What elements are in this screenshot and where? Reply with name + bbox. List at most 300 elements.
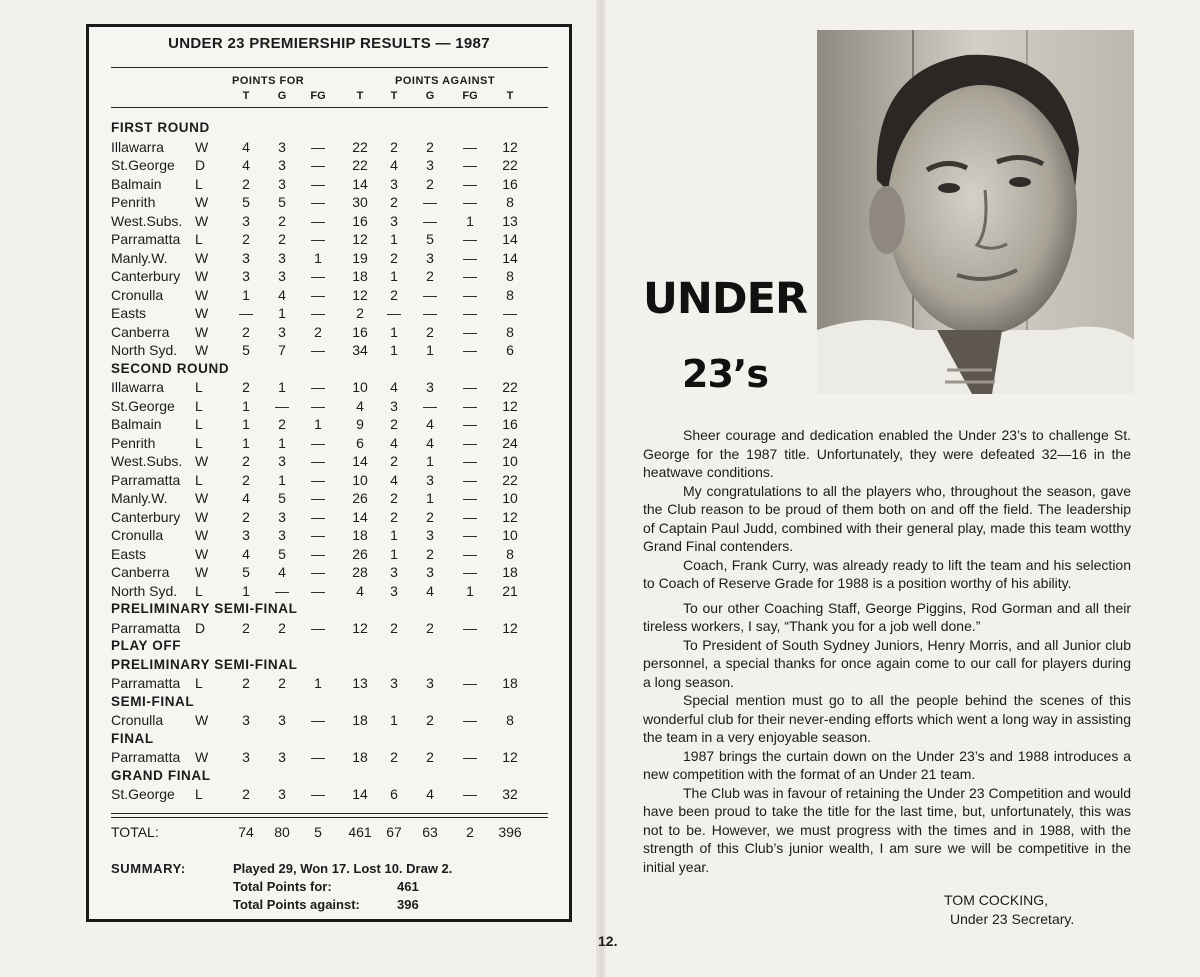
match-result: L [195, 175, 203, 192]
cell-tries-for: 5 [242, 194, 250, 210]
cell-goals-for: 1 [278, 471, 286, 488]
cell-fieldgoals-for: — [311, 434, 325, 451]
match-result: W [195, 545, 209, 562]
cell-goals-against: 1 [426, 490, 434, 506]
cell-fieldgoals-for: — [311, 175, 325, 192]
team-name: Manly.W. [111, 490, 168, 506]
cell-tries-against: 1 [390, 231, 398, 247]
cell-goals-for: 3 [278, 453, 286, 469]
cell-tries-against: 2 [390, 194, 398, 210]
team-name: St.George [111, 157, 175, 173]
cell-tries-against: 1 [390, 342, 398, 358]
portrait-illustration [817, 30, 1134, 394]
cell-fieldgoals-for: — [311, 619, 325, 636]
cell-points-against: 21 [502, 582, 518, 599]
team-name: Canterbury [111, 508, 181, 525]
points-for-label: POINTS FOR [232, 75, 305, 87]
match-result: W [195, 508, 209, 525]
cell-tries-against: 2 [390, 508, 398, 525]
cell-goals-for: 1 [278, 379, 286, 395]
cell-fieldgoals-for: — [311, 508, 325, 525]
team-name: Parramatta [111, 749, 181, 765]
cell-points-against: 18 [502, 675, 518, 691]
cell-tries-against: 3 [390, 212, 398, 229]
cell-fieldgoals-for: — [311, 138, 325, 155]
cell-points-against: 32 [502, 786, 518, 802]
team-name: North Syd. [111, 582, 178, 599]
team-name: Easts [111, 305, 147, 321]
header-rule [111, 107, 548, 108]
cell-fieldgoals-for: — [311, 305, 325, 321]
match-result: L [195, 675, 203, 691]
match-result: L [195, 786, 203, 802]
cell-fieldgoals-against: — [463, 175, 477, 192]
cell-fieldgoals-against: — [463, 138, 477, 155]
total-points-for: 461 [348, 824, 372, 840]
team-name: Canberra [111, 564, 170, 580]
cell-tries-for: 1 [242, 286, 250, 303]
table-row [89, 249, 569, 268]
table-title: UNDER 23 PREMIERSHIP RESULTS — 1987 [168, 35, 490, 52]
table-row [89, 545, 569, 564]
round-heading-row [89, 119, 569, 138]
cell-goals-against: 3 [426, 471, 434, 488]
cell-points-against: 8 [506, 286, 514, 303]
total-rule [111, 813, 548, 818]
summary-points-for-value: 461 [397, 879, 419, 894]
cell-goals-against: 2 [426, 175, 434, 192]
cell-fieldgoals-against: 1 [466, 212, 474, 229]
cell-goals-against: 4 [426, 416, 434, 432]
match-result: W [195, 268, 209, 284]
cell-tries-for: — [239, 305, 253, 321]
cell-goals-against: — [423, 286, 437, 303]
cell-goals-for: 3 [278, 138, 286, 155]
cell-points-for: 13 [352, 675, 368, 691]
col-fieldgoals-for: FG [310, 90, 326, 102]
cell-goals-for: 1 [278, 305, 286, 321]
match-result: L [195, 397, 203, 414]
col-total-for: T [356, 90, 364, 102]
round-heading: PLAY OFF [111, 638, 182, 653]
cell-goals-for: 2 [278, 675, 286, 691]
round-heading-row [89, 656, 569, 675]
cell-fieldgoals-against: — [463, 397, 477, 414]
round-heading: PRELIMINARY SEMI-FINAL [111, 601, 298, 616]
total-goals-for: 80 [274, 824, 290, 840]
cell-tries-against: 4 [390, 379, 398, 395]
cell-tries-against: 3 [390, 582, 398, 599]
cell-tries-for: 4 [242, 545, 250, 562]
round-heading-row [89, 600, 569, 619]
page-number: 12. [598, 933, 618, 949]
cell-goals-against: 2 [426, 268, 434, 284]
cell-goals-against: 4 [426, 434, 434, 451]
cell-points-against: 18 [502, 564, 518, 580]
match-result: W [195, 249, 209, 266]
total-tries-for: 74 [238, 824, 254, 840]
cell-points-for: 14 [352, 453, 368, 469]
cell-tries-for: 3 [242, 212, 250, 229]
cell-points-for: 12 [352, 619, 368, 636]
cell-fieldgoals-for: 1 [314, 675, 322, 691]
cell-goals-for: 2 [278, 231, 286, 247]
match-result: D [195, 619, 206, 636]
cell-fieldgoals-against: 1 [466, 582, 474, 599]
round-heading-row [89, 637, 569, 656]
table-row [89, 286, 569, 305]
match-result: L [195, 416, 203, 432]
cell-goals-for: 3 [278, 175, 286, 192]
cell-tries-against: 4 [390, 434, 398, 451]
cell-goals-for: 3 [278, 712, 286, 728]
team-name: Parramatta [111, 231, 181, 247]
round-heading-row [89, 730, 569, 749]
table-row [89, 674, 569, 693]
page-spine [596, 0, 606, 977]
cell-tries-for: 1 [242, 434, 250, 451]
cell-points-against: 6 [506, 342, 514, 358]
cell-points-against: 8 [506, 268, 514, 284]
table-row [89, 434, 569, 453]
match-result: W [195, 305, 209, 321]
cell-tries-against: 4 [390, 471, 398, 488]
cell-points-for: 4 [356, 582, 364, 599]
round-heading: SEMI-FINAL [111, 693, 195, 709]
cell-points-for: 22 [352, 138, 368, 155]
team-name: Cronulla [111, 286, 164, 303]
cell-goals-for: 4 [278, 564, 286, 580]
cell-goals-against: 2 [426, 508, 434, 525]
table-row [89, 193, 569, 212]
summary-points-for-label: Total Points for: [233, 879, 332, 894]
table-row [89, 526, 569, 545]
cell-goals-for: 3 [278, 157, 286, 173]
cell-goals-against: 3 [426, 527, 434, 543]
cell-points-for: 34 [352, 342, 368, 358]
table-row [89, 138, 569, 157]
cell-goals-against: 3 [426, 379, 434, 395]
cell-goals-for: 3 [278, 508, 286, 525]
cell-fieldgoals-for: — [311, 453, 325, 469]
cell-tries-against: 1 [390, 545, 398, 562]
cell-fieldgoals-against: — [463, 712, 477, 728]
total-tries-against: 67 [386, 824, 402, 840]
table-row [89, 471, 569, 490]
team-name: Cronulla [111, 712, 164, 728]
total-goals-against: 63 [422, 824, 438, 840]
cell-goals-against: 2 [426, 619, 434, 636]
match-result: W [195, 138, 209, 155]
summary-points-against-label: Total Points against: [233, 897, 360, 912]
table-row [89, 415, 569, 434]
cell-tries-for: 3 [242, 712, 250, 728]
cell-points-against: 12 [502, 397, 518, 414]
article-paragraph: Sheer courage and dedication enabled the Under 23’s to challenge St. George for the 1987 title. Unfortunately, they were defeated 32—16 in the heatwave conditions. [643, 427, 1131, 480]
article-paragraph: To President of South Sydney Juniors, Henry Morris, and all Junior club personnel, a special thanks for once again come to our call for players during a long season. [643, 636, 1131, 690]
round-heading-row [89, 360, 569, 379]
cell-tries-against: 2 [390, 619, 398, 636]
cell-tries-for: 1 [242, 582, 250, 599]
cell-points-for: 18 [352, 749, 368, 765]
cell-fieldgoals-against: — [463, 471, 477, 488]
match-result: W [195, 342, 209, 358]
table-row [89, 323, 569, 342]
round-heading: SECOND ROUND [111, 360, 230, 376]
cell-fieldgoals-for: — [311, 379, 325, 395]
table-row [89, 748, 569, 767]
round-heading-row [89, 693, 569, 712]
table-row [89, 397, 569, 416]
cell-tries-for: 1 [242, 416, 250, 432]
cell-fieldgoals-against: — [463, 453, 477, 469]
cell-tries-for: 2 [242, 786, 250, 802]
cell-goals-against: 2 [426, 323, 434, 340]
cell-points-against: 14 [502, 249, 518, 266]
cell-points-against: 13 [502, 212, 518, 229]
table-row [89, 212, 569, 231]
cell-fieldgoals-for: — [311, 749, 325, 765]
cell-tries-for: 2 [242, 453, 250, 469]
cell-fieldgoals-against: — [463, 786, 477, 802]
cell-tries-against: 2 [390, 490, 398, 506]
match-result: D [195, 157, 206, 173]
cell-tries-for: 3 [242, 249, 250, 266]
table-row [89, 582, 569, 601]
cell-fieldgoals-against: — [463, 545, 477, 562]
col-fieldgoals-against: FG [462, 90, 478, 102]
cell-points-for: 16 [352, 212, 368, 229]
match-result: W [195, 564, 209, 580]
cell-fieldgoals-against: — [463, 286, 477, 303]
cell-tries-for: 2 [242, 379, 250, 395]
cell-fieldgoals-for: — [311, 564, 325, 580]
cell-points-for: 18 [352, 527, 368, 543]
match-result: W [195, 323, 209, 340]
team-name: Balmain [111, 175, 162, 192]
cell-goals-for: 5 [278, 545, 286, 562]
match-result: L [195, 379, 203, 395]
cell-tries-against: 1 [390, 527, 398, 543]
cell-fieldgoals-for: 2 [314, 323, 322, 340]
cell-points-against: 8 [506, 194, 514, 210]
cell-goals-for: 7 [278, 342, 286, 358]
cell-fieldgoals-against: — [463, 508, 477, 525]
table-row [89, 508, 569, 527]
cell-fieldgoals-for: — [311, 286, 325, 303]
table-row [89, 378, 569, 397]
cell-points-against: 12 [502, 619, 518, 636]
secretary-portrait-photo [817, 30, 1134, 394]
match-result: W [195, 527, 209, 543]
table-row [89, 785, 569, 804]
match-result: W [195, 453, 209, 469]
cell-fieldgoals-against: — [463, 194, 477, 210]
signature-name: TOM COCKING, [944, 892, 1048, 908]
team-name: West.Subs. [111, 453, 183, 469]
team-name: Penrith [111, 434, 156, 451]
cell-points-for: 12 [352, 231, 368, 247]
match-result: W [195, 749, 209, 765]
cell-points-against: 12 [502, 508, 518, 525]
table-row [89, 452, 569, 471]
cell-tries-for: 4 [242, 490, 250, 506]
cell-fieldgoals-for: — [311, 545, 325, 562]
cell-goals-for: 3 [278, 323, 286, 340]
cell-points-against: 12 [502, 749, 518, 765]
match-result: L [195, 434, 203, 451]
cell-tries-against: 3 [390, 397, 398, 414]
match-result: W [195, 286, 209, 303]
cell-tries-against: 3 [390, 175, 398, 192]
match-result: W [195, 194, 209, 210]
cell-points-for: 14 [352, 786, 368, 802]
round-heading-row [89, 767, 569, 786]
cell-fieldgoals-against: — [463, 323, 477, 340]
cell-tries-for: 2 [242, 175, 250, 192]
cell-goals-for: 2 [278, 416, 286, 432]
cell-fieldgoals-for: — [311, 471, 325, 488]
cell-points-against: 10 [502, 490, 518, 506]
cell-tries-against: 1 [390, 323, 398, 340]
cell-fieldgoals-for: 1 [314, 416, 322, 432]
cell-tries-for: 3 [242, 268, 250, 284]
cell-points-for: 4 [356, 397, 364, 414]
cell-points-for: 9 [356, 416, 364, 432]
cell-points-against: 10 [502, 527, 518, 543]
results-panel [86, 24, 572, 922]
table-row [89, 619, 569, 638]
cell-points-against: 8 [506, 323, 514, 340]
heading-23s: 23’s [682, 352, 768, 396]
table-row [89, 304, 569, 323]
cell-points-for: 10 [352, 379, 368, 395]
cell-fieldgoals-against: — [463, 379, 477, 395]
table-row [89, 175, 569, 194]
cell-points-against: 22 [502, 157, 518, 173]
match-result: L [195, 582, 203, 599]
total-fieldgoals-against: 2 [466, 824, 474, 840]
team-name: St.George [111, 397, 175, 414]
match-result: W [195, 212, 209, 229]
cell-tries-for: 2 [242, 675, 250, 691]
cell-fieldgoals-against: — [463, 416, 477, 432]
match-result: W [195, 712, 209, 728]
team-name: Balmain [111, 416, 162, 432]
team-name: Penrith [111, 194, 156, 210]
cell-goals-against: 3 [426, 675, 434, 691]
cell-goals-for: 5 [278, 490, 286, 506]
cell-fieldgoals-for: — [311, 194, 325, 210]
table-row [89, 563, 569, 582]
summary-record: Played 29, Won 17. Lost 10. Draw 2. [233, 861, 453, 876]
cell-tries-against: 2 [390, 249, 398, 266]
article-paragraph: Coach, Frank Curry, was already ready to lift the team and his selection to Coach of Reserve Grade for 1988 is a position worthy of his ability. [643, 556, 1131, 591]
cell-fieldgoals-against: — [463, 305, 477, 321]
cell-fieldgoals-for: — [311, 786, 325, 802]
cell-goals-against: — [423, 397, 437, 414]
cell-goals-for: — [275, 397, 289, 414]
cell-goals-against: 2 [426, 545, 434, 562]
cell-fieldgoals-against: — [463, 675, 477, 691]
cell-fieldgoals-for: — [311, 712, 325, 728]
points-against-label: POINTS AGAINST [395, 75, 496, 87]
cell-fieldgoals-against: — [463, 342, 477, 358]
cell-points-for: 22 [352, 157, 368, 173]
cell-goals-against: 4 [426, 582, 434, 599]
cell-fieldgoals-against: — [463, 157, 477, 173]
team-name: Easts [111, 545, 147, 562]
cell-tries-for: 2 [242, 619, 250, 636]
cell-tries-against: 1 [390, 712, 398, 728]
cell-tries-against: 3 [390, 564, 398, 580]
cell-tries-against: 2 [390, 416, 398, 432]
article-paragraph: Special mention must go to all the people behind the scenes of this wonderful club for their never-ending efforts which went a long way in assisting the team in a very enjoyable season. [643, 692, 1131, 745]
col-goals-for: G [277, 90, 287, 102]
cell-fieldgoals-for: — [311, 342, 325, 358]
team-name: North Syd. [111, 342, 178, 358]
cell-tries-against: 3 [390, 675, 398, 691]
team-name: Parramatta [111, 675, 181, 691]
cell-goals-for: 2 [278, 619, 286, 636]
cell-tries-for: 5 [242, 564, 250, 580]
cell-tries-against: 2 [390, 453, 398, 469]
round-heading: PRELIMINARY SEMI-FINAL [111, 656, 298, 672]
table-row [89, 341, 569, 360]
article-paragraph: The Club was in favour of retaining the Under 23 Competition and would have been proud to take the title for the last time, but, unfortunately, this was not to be. However, we must progress with the times and in 1988, with the strength of this Club’s junior wealth, I am sure we will be competitive in the initial year. [643, 784, 1131, 875]
team-name: St.George [111, 786, 175, 802]
cell-tries-against: 2 [390, 749, 398, 765]
cell-points-against: 10 [502, 453, 518, 469]
article-paragraph: My congratulations to all the players who, throughout the season, gave the Club reason to be proud of them both on and off the field. The leadership of Captain Paul Judd, combined with their general play, made this team wotthy Grand Final contenders. [643, 482, 1131, 554]
round-heading: FIRST ROUND [111, 120, 210, 135]
match-result: W [195, 490, 209, 506]
cell-goals-for: 3 [278, 527, 286, 543]
cell-goals-for: 1 [278, 434, 286, 451]
summary-points-against-value: 396 [397, 897, 419, 912]
cell-points-against: 16 [502, 416, 518, 432]
cell-fieldgoals-for: — [311, 582, 325, 599]
cell-fieldgoals-against: — [463, 434, 477, 451]
total-points-against: 396 [498, 824, 522, 840]
cell-fieldgoals-for: — [311, 268, 325, 284]
cell-tries-for: 1 [242, 397, 250, 414]
cell-tries-for: 2 [242, 508, 250, 525]
cell-goals-against: 3 [426, 157, 434, 173]
cell-points-against: 22 [502, 379, 518, 395]
col-goals-against: G [425, 90, 435, 102]
cell-tries-for: 4 [242, 157, 250, 173]
cell-goals-for: 3 [278, 786, 286, 802]
cell-tries-for: 3 [242, 749, 250, 765]
cell-points-against: 14 [502, 231, 518, 247]
cell-fieldgoals-for: — [311, 527, 325, 543]
round-heading: FINAL [111, 730, 154, 746]
cell-tries-for: 5 [242, 342, 250, 358]
table-row [89, 711, 569, 730]
team-name: Canberra [111, 323, 170, 340]
total-row [89, 823, 569, 842]
cell-fieldgoals-against: — [463, 749, 477, 765]
cell-points-against: 12 [502, 138, 518, 155]
heading-under: UNDER [643, 274, 808, 324]
round-heading: GRAND FINAL [111, 767, 211, 783]
cell-fieldgoals-against: — [463, 527, 477, 543]
cell-goals-against: 3 [426, 564, 434, 580]
cell-goals-against: 2 [426, 712, 434, 728]
article-paragraph: 1987 brings the curtain down on the Under 23’s and 1988 introduces a new competition with the format of an Under 21 team. [643, 747, 1131, 782]
cell-fieldgoals-for: 1 [314, 249, 322, 266]
